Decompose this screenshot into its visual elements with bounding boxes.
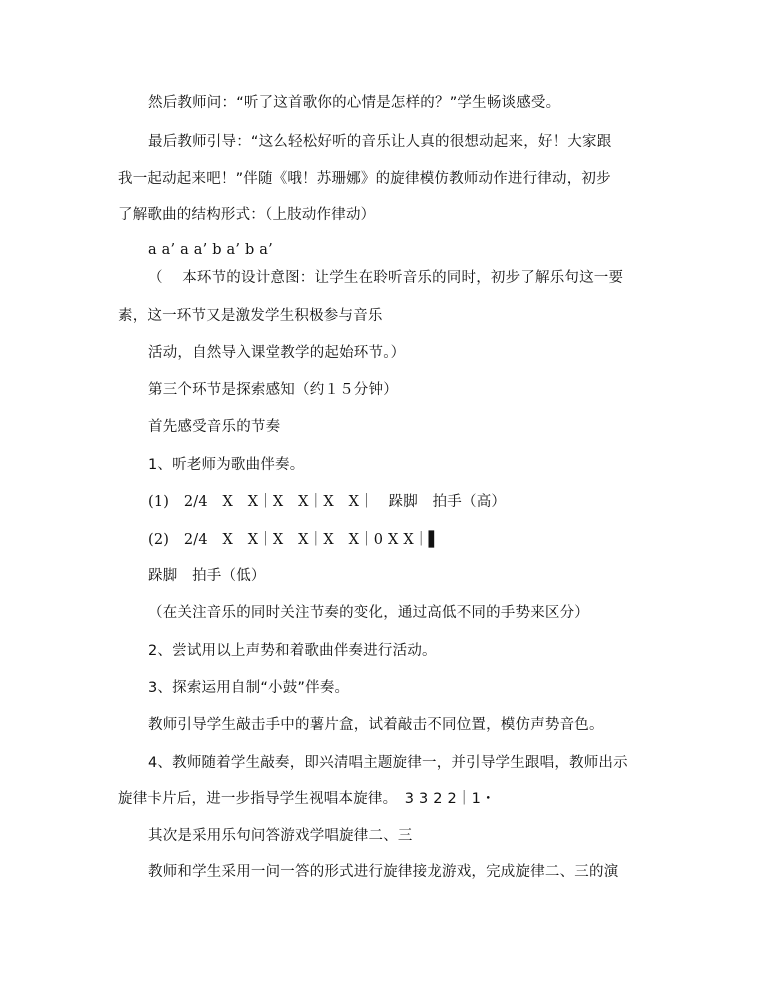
structure-notation: a a’ a a’ b a’ b a’ [148,242,273,258]
paragraph-line-18: 教师引导学生敲击手中的薯片盒，试着敲击不同位置，模仿声势音色。 [148,717,604,733]
paragraph-line-4: 了解歌曲的结构形式：（上肢动作律动） [118,207,376,223]
paragraph-line-1: 然后教师问：“听了这首歌你的心情是怎样的？”学生畅谈感受。 [148,95,561,111]
paragraph-line-10: 首先感受音乐的节奏 [148,419,281,435]
list-item-1: 1、听老师为歌曲伴奏。 [148,457,305,473]
list-item-3: 3、探索运用自制“小鼓”伴奏。 [148,680,350,696]
paragraph-line-8: 活动，自然导入课堂教学的起始环节。） [148,345,406,361]
paragraph-line-6: （ 本环节的设计意图：让学生在聆听音乐的同时，初步了解乐句这一要 [148,270,624,286]
rhythm-line-2: (2) 2/4 X X｜X X｜X X｜0 X X｜▌ [148,532,440,548]
paragraph-line-22: 教师和学生采用一问一答的形式进行旋律接龙游戏，完成旋律二、三的演 [148,864,619,880]
paragraph-line-14: 跺脚 拍手（低） [148,568,266,584]
list-item-4: 4、教师随着学生敲奏，即兴清唱主题旋律一，并引导学生跟唱，教师出示 [148,755,628,771]
paragraph-line-3: 我一起动起来吧！”伴随《哦！苏珊娜》的旋律模仿教师动作进行律动，初步 [118,171,611,187]
paragraph-line-20: 旋律卡片后，进一步指导学生视唱本旋律。 3 3 2 2｜1・ [118,791,496,807]
paragraph-line-7: 素，这一环节又是激发学生积极参与音乐 [118,308,383,324]
rhythm-line-1: (1) 2/4 X X｜X X｜X X｜ 跺脚 拍手（高） [148,494,507,510]
paragraph-line-15: （在关注音乐的同时关注节奏的变化，通过高低不同的手势来区分） [148,605,589,621]
list-item-2: 2、尝试用以上声势和着歌曲伴奏进行活动。 [148,643,437,659]
paragraph-line-21: 其次是采用乐句问答游戏学唱旋律二、三 [148,828,413,844]
paragraph-line-2: 最后教师引导：“这么轻松好听的音乐让人真的很想动起来，好！大家跟 [148,134,612,150]
section-heading: 第三个环节是探索感知（约１５分钟） [148,382,398,398]
